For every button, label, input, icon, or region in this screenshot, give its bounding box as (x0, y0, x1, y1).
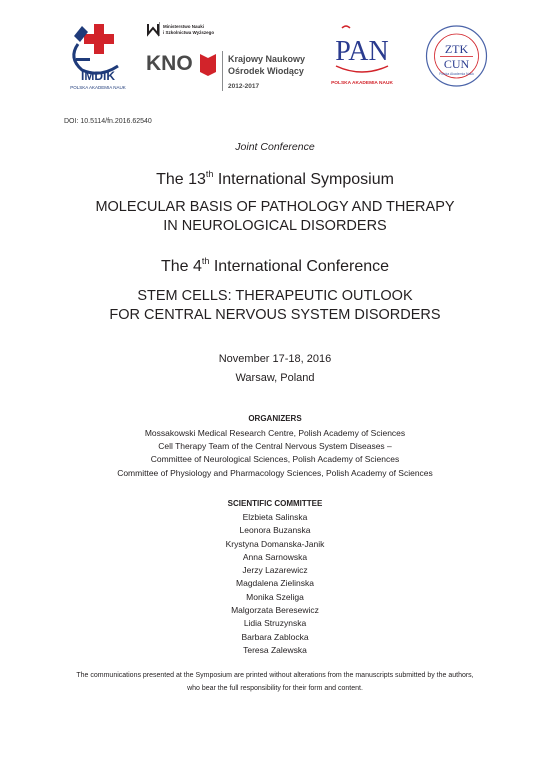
conference-subtitle-line1: STEM CELLS: THERAPEUTIC OUTLOOK (137, 288, 413, 304)
logo-bar (0, 14, 550, 94)
committee-member: Elzbieta Salinska (242, 512, 308, 522)
committee-member: Teresa Zalewska (243, 644, 307, 655)
symposium-subtitle-line1: MOLECULAR BASIS OF PATHOLOGY AND THERAPY (95, 199, 455, 215)
pan-logo (322, 22, 402, 92)
event-place: Warsaw, Poland (235, 372, 315, 384)
conference-subtitle-line2: FOR CENTRAL NERVOUS SYSTEM DISORDERS (109, 307, 441, 323)
kno-divider (222, 51, 223, 91)
ztk-caption: Polska Akademia Nauk (439, 72, 474, 76)
organizer-item: Cell Therapy Team of the Central Nervous System Diseases – (158, 441, 392, 452)
imdik-name: IMDIK (81, 69, 115, 83)
disclaimer-footer (0, 669, 550, 695)
ministry-divider (159, 22, 160, 36)
conference-title-sup: th (201, 256, 210, 266)
imdik-cross-horizontal (84, 34, 114, 44)
imdik-caption: POLSKA AKADEMIA NAUK (70, 85, 126, 90)
pan-caption: POLSKA AKADEMIA NAUK (331, 81, 393, 86)
kno-logo (144, 18, 339, 93)
event-date: November 17-18, 2016 (218, 353, 332, 365)
book-icon (200, 54, 216, 76)
kno-mark: KNO (146, 52, 193, 75)
conference-title-post: International Conference (209, 258, 390, 275)
kno-text-line1: Krajowy Naukowy (228, 54, 306, 64)
conference-subtitle (0, 287, 550, 325)
imdik-bar (76, 58, 90, 61)
committee-member: Magdalena Zielinska (236, 578, 314, 589)
ztk-cun-logo (424, 22, 489, 90)
committee-member: Malgorzata Beresewicz (231, 605, 319, 616)
symposium-subtitle-line2: IN NEUROLOGICAL DISORDERS (163, 218, 387, 234)
event-date-place (0, 350, 550, 388)
kno-years: 2012-2017 (228, 83, 260, 90)
committee-member: Jerzy Lazarewicz (242, 565, 308, 576)
organizer-item: Committee of Physiology and Pharmacology Sciences, Polish Academy of Sciences (117, 467, 433, 478)
kno-text-line2: Ośrodek Wiodący (228, 66, 304, 76)
symposium-title-post: International Symposium (213, 171, 394, 188)
symposium-title-sup: th (205, 169, 214, 179)
committee-member: Anna Sarnowska (242, 551, 308, 562)
disclaimer-line1: The communications presented at the Symposium are printed without alterations from the manuscripts submitted by the authors, (76, 672, 474, 679)
symposium-title-pre: The 13 (156, 171, 206, 188)
symposium-subtitle (0, 198, 550, 236)
disclaimer-line2: who bear the full responsibility for their form and content. (187, 685, 363, 692)
ministry-line2: i Szkolnictwa Wyższego (163, 30, 215, 35)
ministry-emblem-icon (148, 24, 158, 34)
organizers-heading: ORGANIZERS (248, 414, 302, 423)
scientific-committee-heading: SCIENTIFIC COMMITTEE (227, 499, 323, 508)
pan-accent-icon (342, 26, 350, 28)
ztk-line2: CUN (443, 57, 470, 71)
conference-title-pre: The 4 (160, 258, 202, 275)
committee-member: Monika Szeliga (246, 591, 304, 602)
committee-member: Leonora Buzanska (239, 525, 311, 536)
scientific-committee-list (0, 511, 550, 657)
committee-member: Krystyna Domanska-Janik (225, 538, 325, 549)
organizer-item: Mossakowski Medical Research Centre, Polish Academy of Sciences (144, 428, 406, 438)
organizer-item: Committee of Neurological Sciences, Polish Academy of Sciences (150, 454, 400, 465)
pan-name: PAN (335, 36, 389, 67)
imdik-logo (60, 18, 135, 93)
joint-conference-label: Joint Conference (235, 141, 315, 153)
ztk-line1: ZTK (444, 42, 469, 56)
ministry-line1: Ministerstwo Nauki (163, 24, 205, 29)
symposium-title (0, 171, 550, 189)
conference-title (0, 258, 550, 276)
committee-member: Barbara Zablocka (241, 631, 309, 642)
doi: DOI: 10.5114/fn.2016.62540 (64, 118, 152, 125)
organizers-list (0, 427, 550, 480)
committee-member: Lidia Struzynska (243, 618, 307, 629)
